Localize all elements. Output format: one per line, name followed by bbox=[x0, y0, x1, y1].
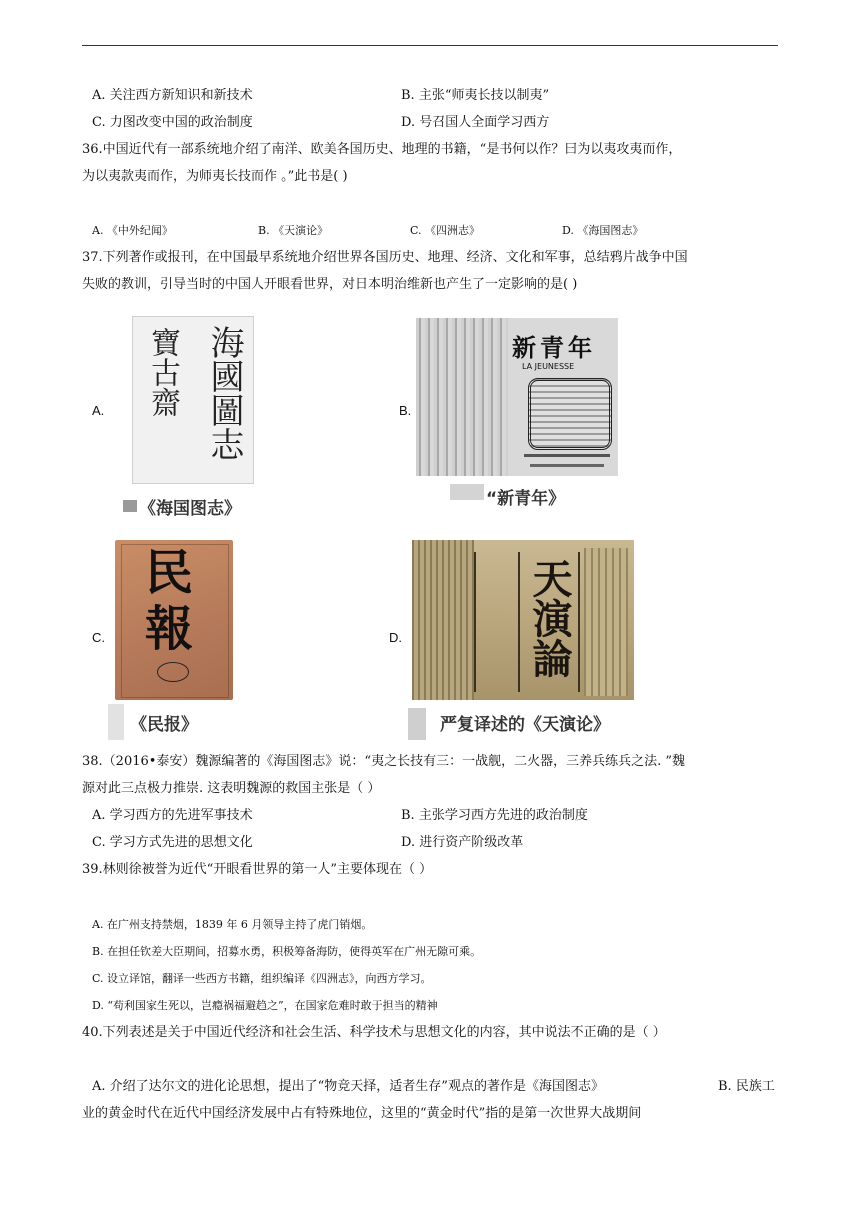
minbao-cover-image bbox=[115, 540, 233, 700]
q36-option-a[interactable]: A. 《中外纪闻》 bbox=[92, 224, 173, 237]
tianyanlun-left-column bbox=[412, 540, 474, 700]
blurred-marker bbox=[450, 484, 484, 500]
square-marker-icon bbox=[123, 500, 137, 512]
q36-option-b[interactable]: B. 《天演论》 bbox=[258, 224, 329, 237]
q40-option-b-cont[interactable]: 业的黄金时代在近代中国经济发展中占有特殊地位，这里的“黄金时代”指的是第一次世界大战期间 bbox=[82, 1106, 642, 1121]
q39-option-b[interactable]: B. 在担任钦差大臣期间，招募水勇，积极筹备海防，使得英军在广州无隙可乘。 bbox=[92, 945, 482, 958]
q37-option-a-label[interactable]: A. bbox=[92, 403, 105, 418]
q36-option-d[interactable]: D. 《海国图志》 bbox=[562, 224, 644, 237]
q38-option-b[interactable]: B. 主张学习西方先进的政治制度 bbox=[401, 808, 588, 823]
q39-option-d[interactable]: D. “苟利国家生死以，岂瘾祸福避趋之”，在国家危难时敢于担当的精神 bbox=[92, 999, 438, 1012]
q37-option-c-label[interactable]: C. bbox=[92, 630, 105, 645]
tianyanlun-right-column bbox=[584, 548, 628, 696]
q35-option-a[interactable]: A. 关注西方新知识和新技术 bbox=[92, 88, 253, 103]
q38-option-c[interactable]: C. 学习方式先进的思想文化 bbox=[92, 835, 253, 850]
q37-option-d-label[interactable]: D. bbox=[389, 630, 402, 645]
q36-option-c[interactable]: C. 《四洲志》 bbox=[410, 224, 481, 237]
q36-stem-line2: 为以夷款夷而作，为师夷长技而作 。”此书是( ) bbox=[82, 169, 348, 184]
caption-minbao: 《民报》 bbox=[130, 715, 198, 735]
header-rule bbox=[82, 45, 778, 46]
haiguo-tuzhi-cover-image bbox=[132, 316, 254, 484]
q37-stem-line1: 37.下列著作或报刊，在中国最早系统地介绍世界各国历史、地理、经济、文化和军事，总结鸦片战争中国 bbox=[82, 250, 688, 265]
xin-qingnian-subtitle: LA JEUNESSE bbox=[522, 362, 575, 371]
caption-tianyanlun: 严复译述的《天演论》 bbox=[440, 715, 610, 735]
xin-qingnian-masthead: 新青年 bbox=[512, 333, 596, 362]
minbao-title-char1: 民 bbox=[145, 545, 194, 601]
q38-stem-line2: 源对此三点极力推崇. 这表明魏源的救国主张是（ ） bbox=[82, 781, 381, 796]
q36-stem-line1: 36.中国近代有一部系统地介绍了南洋、欧美各国历史、地理的书籍，“是书何以作？曰为以夷攻夷而作， bbox=[82, 142, 682, 157]
haiguo-tuzhi-cover-title: 海國圖志 bbox=[204, 325, 244, 461]
q39-stem: 39.林则徐被誉为近代“开眼看世界的第一人”主要体现在（ ） bbox=[82, 862, 433, 877]
newsprint-columns bbox=[416, 318, 508, 476]
q39-option-c[interactable]: C. 设立译馆，翻译一些西方书籍，组织编译《四洲志》，向西方学习。 bbox=[92, 972, 432, 985]
q40-stem: 40.下列表述是关于中国近代经济和社会生活、科学技术与思想文化的内容，其中说法不正确的是（ ） bbox=[82, 1025, 666, 1040]
tianyanlun-cover-image bbox=[412, 540, 634, 700]
xin-qingnian-ornament-frame bbox=[528, 378, 612, 450]
q38-option-a[interactable]: A. 学习西方的先进军事技术 bbox=[92, 808, 253, 823]
tianyanlun-title: 天演論 bbox=[526, 558, 573, 678]
q38-option-d[interactable]: D. 进行资产阶级改革 bbox=[401, 835, 524, 850]
caption-haiguo-tuzhi: 《海国图志》 bbox=[139, 499, 241, 519]
blurred-marker-left bbox=[108, 704, 124, 740]
blurred-marker-right bbox=[408, 708, 426, 740]
q39-option-a[interactable]: A. 在广州支持禁烟，1839 年 6 月领导主持了虎门销烟。 bbox=[92, 918, 373, 931]
caption-xin-qingnian: “新青年》 bbox=[486, 489, 566, 509]
q40-option-a[interactable]: A. 介绍了达尔文的进化论思想，提出了“物竞天择，适者生存”观点的著作是《海国图志》 bbox=[92, 1079, 604, 1094]
minbao-seal bbox=[157, 662, 189, 682]
q35-option-c[interactable]: C. 力图改变中国的政治制度 bbox=[92, 115, 253, 130]
q37-stem-line2: 失败的教训，引导当时的中国人开眼看世界，对日本明治维新也产生了一定影响的是( ) bbox=[82, 277, 578, 292]
q35-option-b[interactable]: B. 主张“师夷长技以制夷” bbox=[401, 88, 550, 103]
xin-qingnian-cover-image bbox=[416, 318, 618, 476]
q37-option-b-label[interactable]: B. bbox=[399, 403, 412, 418]
q40-option-b-start[interactable]: B. 民族工 bbox=[718, 1079, 775, 1094]
minbao-title-char2: 報 bbox=[145, 601, 194, 657]
q35-option-d[interactable]: D. 号召国人全面学习西方 bbox=[401, 115, 550, 130]
haiguo-tuzhi-cover-side: 寶古齋 bbox=[145, 327, 180, 417]
q38-stem-line1: 38.（2016•泰安）魏源编著的《海国图志》说：“夷之长技有三：一战舰，二火器，三养兵练兵之法. ”魏 bbox=[82, 754, 685, 769]
